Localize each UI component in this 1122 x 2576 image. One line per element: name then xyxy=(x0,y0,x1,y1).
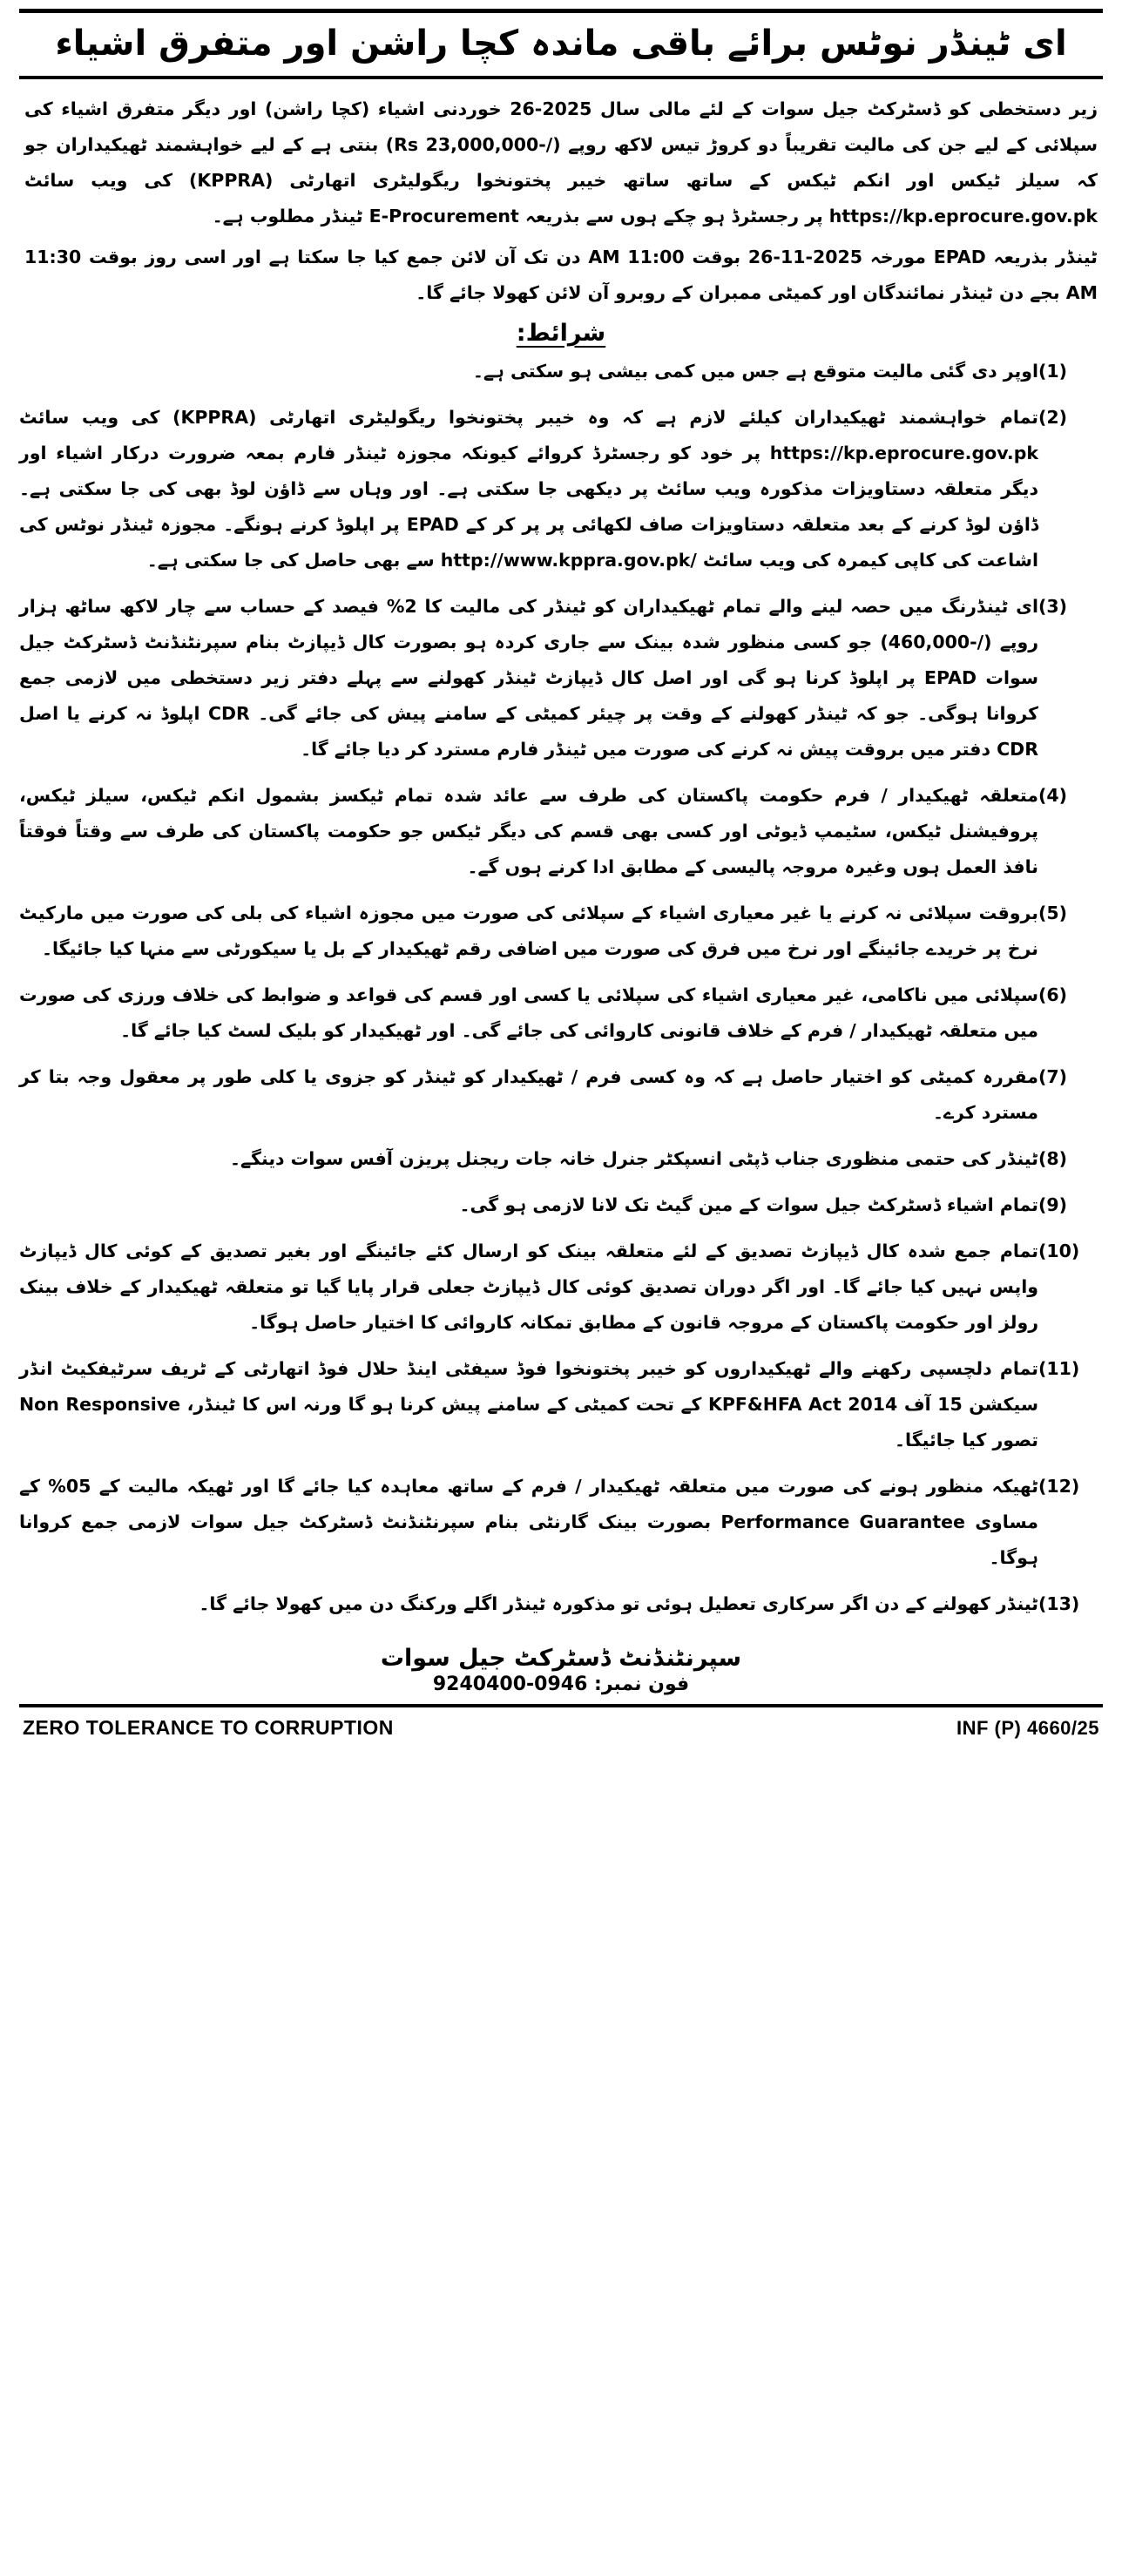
condition-row xyxy=(19,976,1103,1058)
condition-number: (11) xyxy=(1038,1358,1080,1379)
condition-row xyxy=(19,398,1103,587)
conditions-table xyxy=(19,352,1103,1631)
condition-number: (7) xyxy=(1038,1066,1068,1087)
condition-text: اوپر دی گئی مالیت متوقع ہے جس میں کمی بیشی ہو سکتی ہے۔ xyxy=(472,361,1038,382)
condition-number: (12) xyxy=(1038,1476,1080,1497)
bottom-divider xyxy=(19,1704,1103,1707)
intro-paragraph-1: زیر دستخطی کو ڈسٹرکٹ جیل سوات کے لئے مالی سال 2025-26 خوردنی اشیاء (کچا راشن) اور دیگر متفرق اشیاء کی سپلائی کے لیے جن کی مالیت تقریباً دو کروڑ تیس لاکھ روپے (/-Rs 23,000,000) بنتی ہے کے لیے خواہشمند ٹھیکیداران جو کہ سیلز ٹیکس اور انکم ٹیکس کے ساتھ ساتھ خیبر پختونخوا ریگولیٹری اتھارٹی (KPPRA) کی ویب سائٹ https://kp.eprocure.gov.pk پر رجسٹرڈ ہو چکے ہوں سے بذریعہ E-Procurement ٹینڈر مطلوب ہے۔ xyxy=(24,98,1098,226)
condition-row xyxy=(19,1232,1103,1349)
condition-text: ٹینڈر کھولنے کے دن اگر سرکاری تعطیل ہوئی تو مذکورہ ٹینڈر اگلے ورکنگ دن میں کھولا جائے گا۔ xyxy=(199,1593,1038,1614)
condition-number: (6) xyxy=(1038,984,1068,1005)
condition-text: تمام دلچسپی رکھنے والے ٹھیکیداروں کو خیبر پختونخوا فوڈ سیفٹی اینڈ حلال فوڈ اتھارٹی کے ٹریف سرٹیفکیٹ انڈر سیکشن 15 آف KPF&HFA Act 2014 کے تحت کمیٹی کے سامنے پیش کرنا ہو گا ورنہ اس کا ٹینڈر، Non Responsive تصور کیا جائیگا۔ xyxy=(19,1358,1038,1450)
headline-divider xyxy=(19,76,1103,79)
condition-number: (13) xyxy=(1038,1593,1080,1614)
condition-row xyxy=(19,1186,1103,1232)
contact-phone: فون نمبر: 0946-9240400 xyxy=(432,1673,690,1695)
footer-reference-number: INF (P) 4660/25 xyxy=(956,1716,1099,1739)
intro-section xyxy=(19,91,1103,311)
condition-text: مقررہ کمیٹی کو اختیار حاصل ہے کہ وہ کسی فرم / ٹھیکیدار کو ٹینڈر کو جزوی یا کلی طور پر معقول وجہ بتا کر مسترد کرے۔ xyxy=(19,1066,1038,1123)
condition-number: (5) xyxy=(1038,903,1068,923)
condition-row xyxy=(19,1349,1103,1467)
condition-row xyxy=(19,1139,1103,1186)
condition-text: ٹھیکہ منظور ہونے کی صورت میں متعلقہ ٹھیکیدار / فرم کے ساتھ معاہدہ کیا جائے گا اور ٹھیکہ مالیت کے 05% کے مساوی Performance Guarantee بصورت بینک گارنٹی بنام سپرنٹنڈنٹ ڈسٹرکٹ جیل سوات لازمی جمع کروانا ہوگا۔ xyxy=(19,1476,1039,1568)
issuing-authority: سپرنٹنڈنٹ ڈسٹرکٹ جیل سوات xyxy=(380,1645,742,1672)
page-title: ای ٹینڈر نوٹس برائے باقی ماندہ کچا راشن اور متفرق اشیاء xyxy=(55,24,1067,64)
condition-text: بروقت سپلائی نہ کرنے یا غیر معیاری اشیاء کے سپلائی کی صورت میں مجوزہ اشیاء کی بلی کی صورت میں مارکیٹ نرخ پر خریدے جائینگے اور نرخ میں فرق کی صورت میں اضافی رقم ٹھیکیدار کے بل یا سیکورٹی سے منہا کیا جائیگا۔ xyxy=(19,903,1038,959)
footer-slogan: ZERO TOLERANCE TO CORRUPTION xyxy=(23,1716,394,1739)
condition-text: متعلقہ ٹھیکیدار / فرم حکومت پاکستان کی طرف سے عائد شدہ تمام ٹیکسز بشمول انکم ٹیکس، سیلز ٹیکس، پروفیشنل ٹیکس، سٹیمپ ڈیوٹی اور کسی بھی قسم کی دیگر ٹیکس جو حکومت پاکستان کی طرف سے وقتاً فوقتاً نافذ العمل ہوں وغیرہ مروجہ پالیسی کے مطابق ادا کرنے ہوں گے۔ xyxy=(19,785,1038,877)
intro-paragraph-2: ٹینڈر بذریعہ EPAD مورخہ 2025-11-26 بوقت 11:00 AM دن تک آن لائن جمع کیا جا سکتا ہے اور اسی روز بوقت 11:30 AM بجے دن ٹینڈر نمائندگان اور کمیٹی ممبران کے روبرو آن لائن کھولا جائے گا۔ xyxy=(24,247,1098,303)
condition-row xyxy=(19,352,1103,398)
condition-row xyxy=(19,1585,1103,1631)
condition-text: تمام جمع شدہ کال ڈیپازٹ تصدیق کے لئے متعلقہ بینک کو ارسال کئے جائینگے اور بغیر تصدیق کے کوئی کال ڈیپازٹ واپس نہیں کیا جائے گا۔ اور اگر دوران تصدیق کوئی کال ڈیپازٹ جعلی قرار پایا گیا تو متعلقہ ٹھیکیدار کے خلاف بینک رولز اور حکومت پاکستان کے مروجہ قانون کے مطابق تمکانہ کاروائی کا اختیار حاصل ہوگا۔ xyxy=(19,1241,1038,1333)
condition-row xyxy=(19,587,1103,776)
condition-number: (1) xyxy=(1038,361,1068,382)
condition-row xyxy=(19,1058,1103,1139)
condition-text: ٹینڈر کی حتمی منظوری جناب ڈپٹی انسپکٹر جنرل خانہ جات ریجنل پریزن آفس سوات دینگے۔ xyxy=(230,1148,1038,1169)
condition-number: (4) xyxy=(1038,785,1068,806)
condition-number: (9) xyxy=(1038,1194,1068,1215)
condition-number: (10) xyxy=(1038,1241,1080,1261)
condition-row xyxy=(19,894,1103,976)
condition-number: (3) xyxy=(1038,596,1068,617)
condition-text: تمام اشیاء ڈسٹرکٹ جیل سوات کے مین گیٹ تک لانا لازمی ہو گی۔ xyxy=(459,1194,1038,1215)
condition-text: سپلائی میں ناکامی، غیر معیاری اشیاء کی سپلائی یا کسی اور قسم کی قواعد و ضوابط کی خلاف ورزی کی صورت میں متعلقہ ٹھیکیدار / فرم کے خلاف قانونی کاروائی کی جائے گی۔ اور ٹھیکیدار کو بلیک لسٹ کیا جائے گا۔ xyxy=(19,984,1038,1041)
footer xyxy=(19,1713,1103,1748)
condition-text: ای ٹینڈرنگ میں حصہ لینے والے تمام ٹھیکیداران کو ٹینڈر کی مالیت کا 2% فیصد کے حساب سے چار لاکھ ساٹھ ہزار روپے (/-460,000) جو کسی منظور شدہ بینک سے جاری کردہ ہو بصورت کال ڈیپازٹ بنام سپرنٹنڈنٹ ڈسٹرکٹ جیل سوات EPAD پر اپلوڈ کرنا ہو گی اور اصل کال ڈیپازٹ ٹینڈر کھولنے سے پہلے دفتر زیر دستخطی میں لازمی جمع کروانا ہوگی۔ جو کہ ٹینڈر کھولنے کے وقت پر چیئر کمیٹی کے سامنے پیش کی جائے گی۔ CDR اپلوڈ نہ کرنے یا اصل CDR دفتر میں بروقت پیش نہ کرنے کی صورت میں ٹینڈر فارم مسترد کر دیا جائے گا۔ xyxy=(19,596,1038,760)
condition-text: تمام خواہشمند ٹھیکیداران کیلئے لازم ہے کہ وہ خیبر پختونخوا ریگولیٹری اتھارٹی (KPPRA) کی ویب سائٹ https://kp.eprocure.gov.pk پر خود کو رجسٹرڈ کروائے کیونکہ مجوزہ ٹینڈر فارم بمعہ ضرورت درکار اشیاء اور دیگر متعلقہ دستاویزات مذکورہ ویب سائٹ پر دیکھی جا سکتی ہے۔ اور وہاں سے ڈاؤن لوڈ بھی کی جا سکتی ہے۔ ڈاؤن لوڈ کرنے کے بعد متعلقہ دستاویزات صاف لکھائی پر پر کر کے EPAD پر اپلوڈ کرنے ہونگے۔ مجوزہ ٹینڈر نوٹس کی اشاعت کی کاپی کیمرہ کی ویب سائٹ /http://www.kppra.gov.pk سے بھی حاصل کی جا سکتی ہے۔ xyxy=(19,407,1039,571)
condition-row xyxy=(19,1467,1103,1585)
condition-row xyxy=(19,776,1103,894)
conditions-heading: شرائط: xyxy=(516,320,606,347)
condition-number: (8) xyxy=(1038,1148,1068,1169)
condition-number: (2) xyxy=(1038,407,1068,428)
